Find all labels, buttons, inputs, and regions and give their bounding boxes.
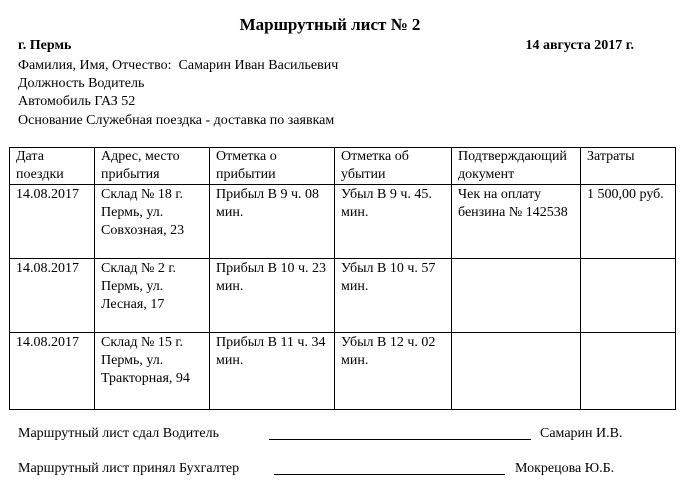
city-label: г. Пермь <box>18 38 72 53</box>
cell-supporting-document <box>452 259 581 333</box>
driver-position: Должность Водитель <box>18 76 145 91</box>
cell-arrival-mark: Прибыл В 10 ч. 23 мин. <box>210 259 335 333</box>
trip-basis: Основание Служебная поездка - доставка по заявкам <box>18 113 335 128</box>
cell-arrival-mark: Прибыл В 11 ч. 34 мин. <box>210 333 335 410</box>
received-name: Мокрецова Ю.Б. <box>515 461 615 476</box>
cell-expenses <box>581 259 676 333</box>
header-arrival-mark: Отметка о прибытии <box>210 148 335 185</box>
header-address: Адрес, место прибытия <box>95 148 210 185</box>
handed-over-label: Маршрутный лист сдал Водитель <box>18 426 219 441</box>
document-date: 14 августа 2017 г. <box>525 38 634 53</box>
received-label: Маршрутный лист принял Бухгалтер <box>18 461 240 476</box>
route-table <box>9 147 676 410</box>
handed-over-signature-line <box>269 425 531 440</box>
cell-address: Склад № 18 г. Пермь, ул. Совхозная, 23 <box>95 185 210 259</box>
table-row <box>10 259 676 333</box>
document-title: Маршрутный лист № 2 <box>239 15 421 34</box>
header-expenses: Затраты <box>581 148 676 185</box>
cell-departure-mark: Убыл В 9 ч. 45. мин. <box>335 185 452 259</box>
handed-over-name: Самарин И.В. <box>540 426 623 441</box>
cell-departure-mark: Убыл В 10 ч. 57 мин. <box>335 259 452 333</box>
header-supporting-document: Подтверждающий документ <box>452 148 581 185</box>
cell-trip-date: 14.08.2017 <box>10 259 95 333</box>
cell-trip-date: 14.08.2017 <box>10 333 95 410</box>
header-departure-mark: Отметка об убытии <box>335 148 452 185</box>
cell-supporting-document: Чек на оплату бензина № 142538 <box>452 185 581 259</box>
cell-address: Склад № 2 г. Пермь, ул. Лесная, 17 <box>95 259 210 333</box>
cell-expenses: 1 500,00 руб. <box>581 185 676 259</box>
table-header-row <box>10 148 676 185</box>
table-row <box>10 333 676 410</box>
driver-full-name: Фамилия, Имя, Отчество: Самарин Иван Васильевич <box>18 58 339 73</box>
header-trip-date: Дата поездки <box>10 148 95 185</box>
table-row <box>10 185 676 259</box>
cell-trip-date: 14.08.2017 <box>10 185 95 259</box>
cell-arrival-mark: Прибыл В 9 ч. 08 мин. <box>210 185 335 259</box>
vehicle: Автомобиль ГАЗ 52 <box>18 94 136 109</box>
cell-address: Склад № 15 г. Пермь, ул. Тракторная, 94 <box>95 333 210 410</box>
received-signature-line <box>274 460 505 475</box>
cell-expenses <box>581 333 676 410</box>
cell-departure-mark: Убыл В 12 ч. 02 мин. <box>335 333 452 410</box>
cell-supporting-document <box>452 333 581 410</box>
